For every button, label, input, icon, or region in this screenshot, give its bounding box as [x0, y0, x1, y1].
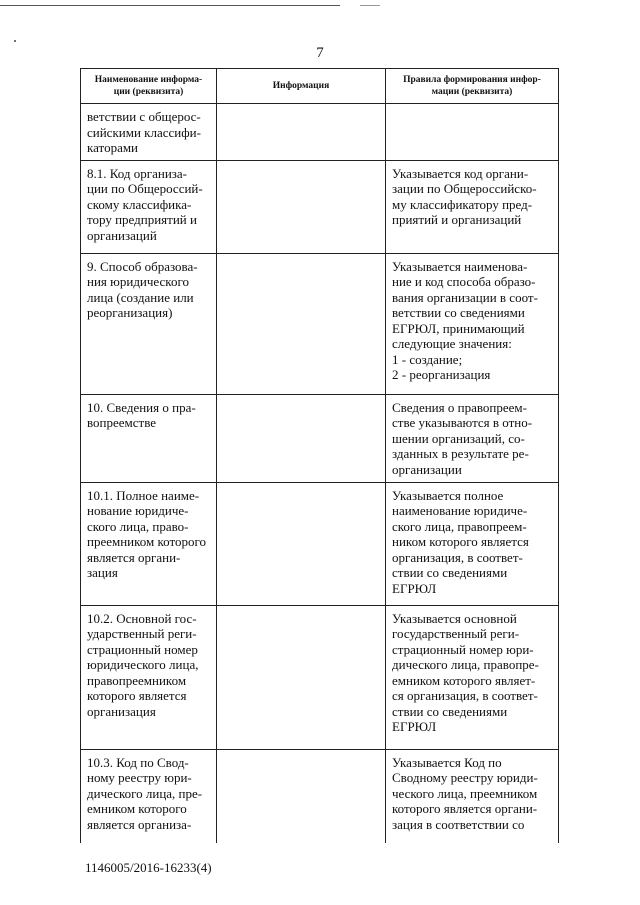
- scan-top-line-fragment: [360, 5, 380, 6]
- table-row: [81, 104, 559, 161]
- row-rule-cell: Указывается Код по Сводному реестру юриди- ческого лица, преемником которого является органи- зация в соответствии со: [386, 749, 559, 843]
- row-info-cell: [217, 605, 386, 749]
- scan-speck: [14, 40, 16, 42]
- scan-top-line: [0, 5, 340, 6]
- row-info-cell: [217, 104, 386, 161]
- table-row: [81, 749, 559, 843]
- row-info-cell: [217, 749, 386, 843]
- row-name-cell: 10.1. Полное наиме- нование юридиче- ского лица, право- преемником которого является органи- зация: [81, 482, 217, 605]
- row-rule-cell: Указывается код органи- зации по Общероссийско- му классификатору пред- приятий и организаций: [386, 160, 559, 253]
- table-row: [81, 482, 559, 605]
- row-info-cell: [217, 160, 386, 253]
- row-info-cell: [217, 482, 386, 605]
- row-rule-cell: Сведения о правопреем- стве указываются в отно- шении организаций, со- зданных в результате ре- организации: [386, 394, 559, 482]
- table-row: [81, 394, 559, 482]
- document-code: 1146005/2016-16233(4): [85, 860, 212, 875]
- requisites-table: [80, 68, 559, 843]
- row-name-cell: 10.2. Основной гос- ударственный реги- страционный номер юридического лица, правопреемником которого является организация: [81, 605, 217, 749]
- row-name-cell: ветствии с общерос- сийскими классифи- каторами: [81, 104, 217, 161]
- row-rule-cell: Указывается наименова- ние и код способа образо- вания организации в соот- ветствии со сведениями ЕГРЮЛ, принимающий следующие значения: 1 - создание; 2 - реорганизация: [386, 253, 559, 394]
- row-info-cell: [217, 394, 386, 482]
- table-row: [81, 253, 559, 394]
- row-name-cell: 8.1. Код организа- ции по Общероссий- скому классифика- тору предприятий и организаций: [81, 160, 217, 253]
- row-info-cell: [217, 253, 386, 394]
- header-name: Наименование информа- ции (реквизита): [81, 69, 217, 104]
- header-information: Информация: [217, 69, 386, 104]
- row-name-cell: 10. Сведения о пра- вопреемстве: [81, 394, 217, 482]
- table-header-row: [81, 69, 559, 104]
- page-number: 7: [316, 45, 324, 61]
- row-rule-cell: Указывается полное наименование юридиче- ского лица, правопреем- ником которого является организация, в соответ- ствии со сведениями ЕГРЮЛ: [386, 482, 559, 605]
- row-rule-cell: Указывается основной государственный реги- страционный номер юри- дического лица, правопре- емником которого являет- ся организация, в соответ- ствии со сведениями ЕГРЮЛ: [386, 605, 559, 749]
- row-name-cell: 10.3. Код по Свод- ному реестру юри- дического лица, пре- емником которого является организа-: [81, 749, 217, 843]
- table-row: [81, 160, 559, 253]
- row-rule-cell: [386, 104, 559, 161]
- row-name-cell: 9. Способ образова- ния юридического лица (создание или реорганизация): [81, 253, 217, 394]
- header-rules: Правила формирования инфор- мации (реквизита): [386, 69, 559, 104]
- table-row: [81, 605, 559, 749]
